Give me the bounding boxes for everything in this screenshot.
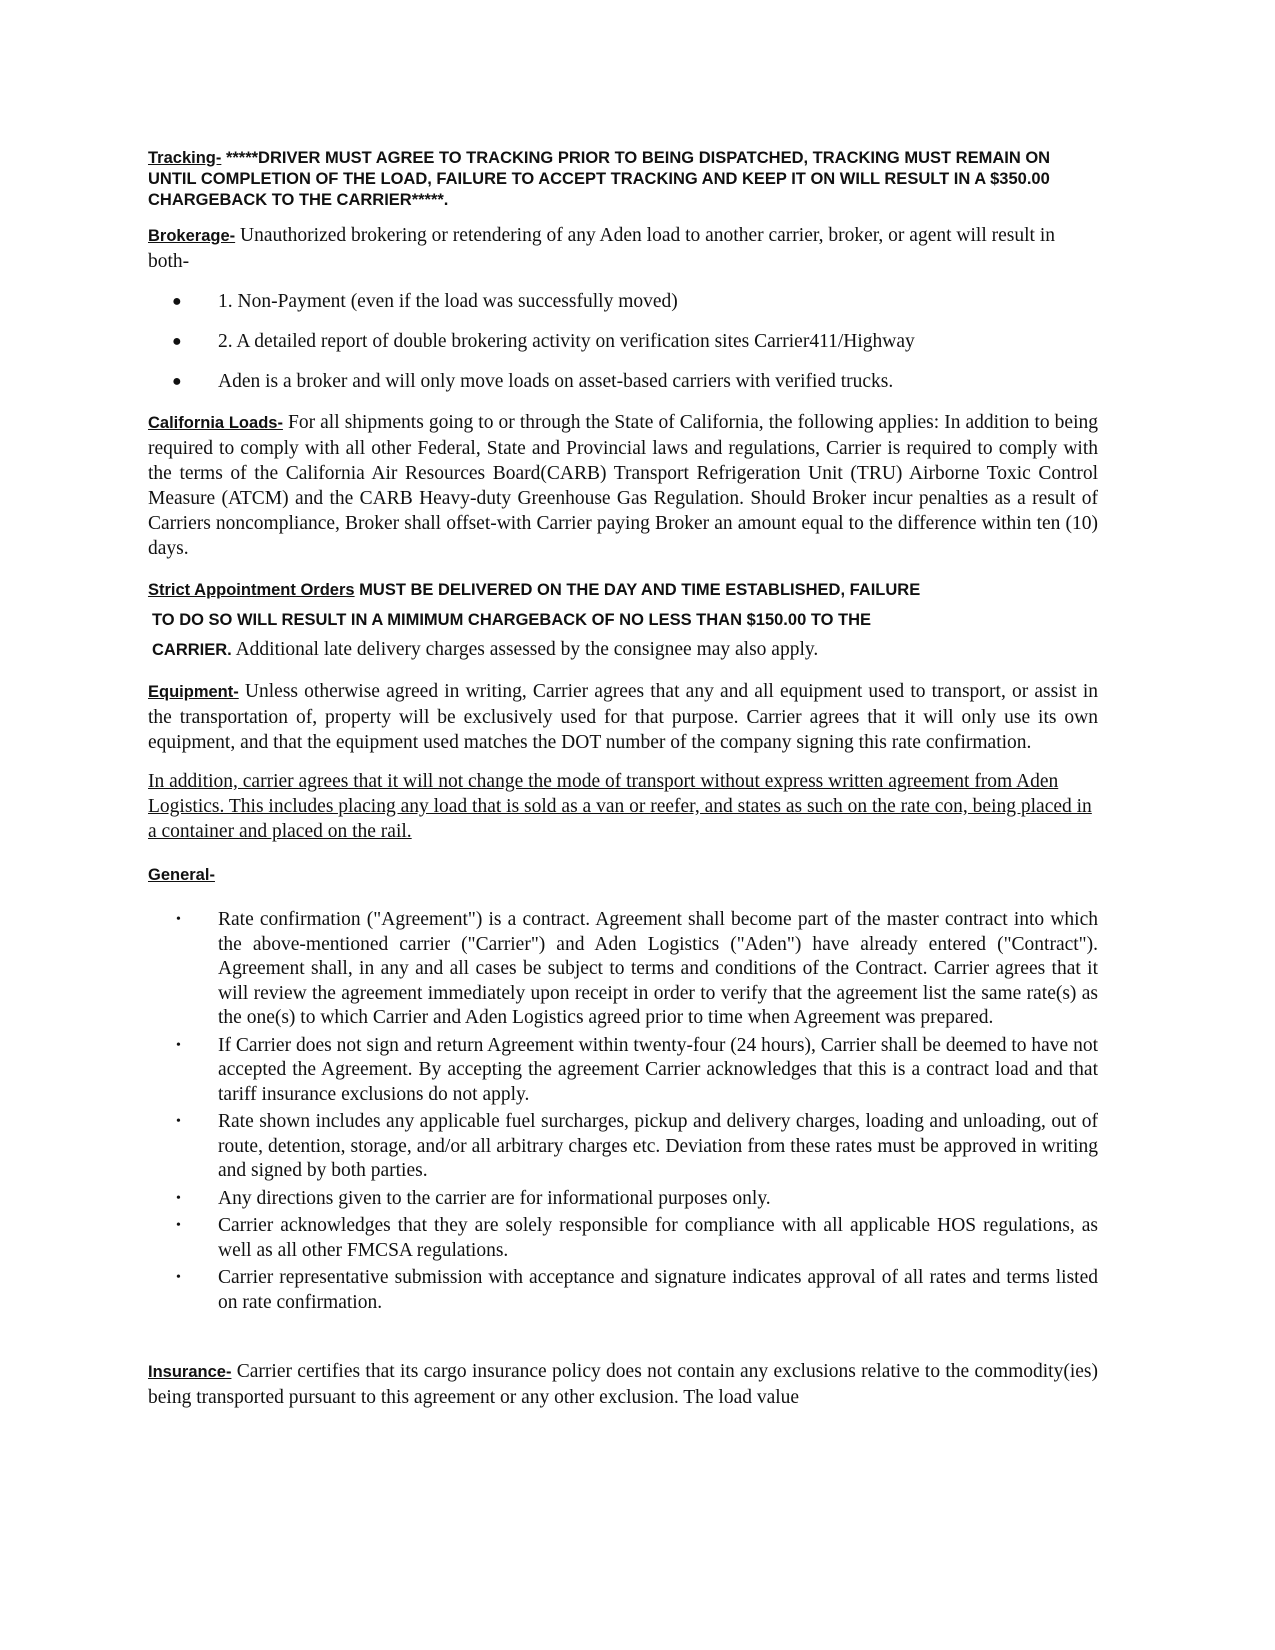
list-item: • Carrier acknowledges that they are solely responsible for compliance with all applicable HOS regulations, as well as all other FMCSA regulations. xyxy=(176,1215,1098,1261)
strict-appointment-section xyxy=(148,575,1098,665)
brokerage-section xyxy=(148,223,1098,274)
strict-line-2: TO DO SO WILL RESULT IN A MIMIMUM CHARGEBACK OF NO LESS THAN $150.00 TO THE xyxy=(152,611,872,629)
strict-line-3-bold: CARRIER. xyxy=(152,641,232,659)
brokerage-text: Unauthorized brokering or retendering of any Aden load to another carrier, broker, or agent will result in both- xyxy=(148,225,1055,272)
list-item: ● 2. A detailed report of double brokering activity on verification sites Carrier411/Highway xyxy=(172,331,915,352)
insurance-heading: Insurance- xyxy=(148,1363,232,1381)
insurance-section xyxy=(148,1359,1098,1410)
bullet-icon: ● xyxy=(172,373,182,390)
tracking-section xyxy=(148,148,1098,211)
bullet-icon: • xyxy=(176,1190,181,1206)
bullet-icon: ● xyxy=(172,333,182,350)
strict-line-3-text: Additional late delivery charges assessed by the consignee may also apply. xyxy=(231,639,819,660)
strict-line-1: MUST BE DELIVERED ON THE DAY AND TIME ESTABLISHED, FAILURE xyxy=(354,581,921,599)
tracking-text: *****DRIVER MUST AGREE TO TRACKING PRIOR TO BEING DISPATCHED, TRACKING MUST REMAIN ON UNTIL COMPLETION OF THE LOAD, FAILURE TO ACCEPT TRACKING AND KEEP IT ON WILL RESULT IN A $350.00 CHARGEBACK TO THE CARRIER*****. xyxy=(148,149,1051,209)
california-text: For all shipments going to or through the State of California, the following applies: In addition to being required to comply with all other Federal, State and Provincial laws and regulations, Carrier is required to comply with the terms of the California Air Resources Board(CARB) Transport Refrigeration Unit (TRU) Airborne Toxic Control Measure (ATCM) and the CARB Heavy-duty Greenhouse Gas Regulation. Should Broker incur penalties as a result of Carriers noncompliance, Broker shall offset-with Carrier paying Broker an amount equal to the difference within ten (10) days. xyxy=(148,412,1099,559)
general-list xyxy=(148,908,1098,1315)
bullet-icon: • xyxy=(176,1270,181,1285)
equipment-heading: Equipment- xyxy=(148,683,239,701)
list-item: • Rate shown includes any applicable fuel surcharges, pickup and delivery charges, loading and unloading, out of route, detention, storage, and/or all arbitrary charges etc. Deviation from these rates must be approved in writing and signed by both parties. xyxy=(176,1111,1098,1181)
document-page xyxy=(148,148,1098,1410)
equipment-text: Unless otherwise agreed in writing, Carrier agrees that any and all equipment used to transport, or assist in the transportation of, property will be exclusively used for that purpose. Carrier agrees that it will only use its own equipment, and that the equipment used matches the DOT number of the company signing this rate confirmation. xyxy=(148,681,1098,753)
general-heading: General- xyxy=(148,866,215,884)
bullet-icon: • xyxy=(176,1218,181,1233)
mode-of-transport-paragraph: In addition, carrier agrees that it will not change the mode of transport without express written agreement from Aden Logistics. This includes placing any load that is sold as a van or reefer, and states as such on the rate con, being placed in a container and placed on the rail. xyxy=(148,771,1092,842)
bullet-icon: • xyxy=(176,912,181,927)
list-item: ● 1. Non-Payment (even if the load was successfully moved) xyxy=(172,291,678,312)
list-item: • Carrier representative submission with acceptance and signature indicates approval of all rates and terms listed on rate confirmation. xyxy=(176,1267,1098,1313)
list-item: • If Carrier does not sign and return Agreement within twenty-four (24 hours), Carrier shall be deemed to have not accepted the Agreement. By accepting the agreement Carrier acknowledges that this is a contract load and that tariff insurance exclusions do not apply. xyxy=(176,1034,1098,1105)
list-item: ● Aden is a broker and will only move loads on asset-based carriers with verified trucks. xyxy=(172,371,894,392)
bullet-icon: ● xyxy=(172,293,182,310)
strict-heading: Strict Appointment Orders xyxy=(148,581,355,599)
tracking-heading: Tracking- xyxy=(148,149,222,167)
insurance-text: Carrier certifies that its cargo insurance policy does not contain any exclusions relative to the commodity(ies) being transported pursuant to this agreement or any other exclusion. The load value xyxy=(148,1361,1098,1408)
equipment-section xyxy=(148,679,1098,755)
brokerage-heading: Brokerage- xyxy=(148,227,236,245)
california-section xyxy=(148,410,1098,561)
general-section xyxy=(148,862,1098,888)
bullet-icon: • xyxy=(176,1114,181,1129)
california-heading: California Loads- xyxy=(148,414,283,432)
brokerage-list xyxy=(148,290,1098,394)
list-item: • Any directions given to the carrier are for informational purposes only. xyxy=(172,1187,1098,1212)
list-item: • Rate confirmation ("Agreement") is a contract. Agreement shall become part of the master contract into which the above-mentioned carrier ("Carrier") and Aden Logistics ("Aden") have already entered ("Contract"). Agreement shall, in any and all cases be subject to terms and conditions of the Contract. Carrier agrees that it will review the agreement immediately upon receipt in order to verify that the agreement list the same rate(s) as the one(s) to which Carrier and Aden Logistics agreed prior to time when Agreement was prepared. xyxy=(176,909,1098,1028)
bullet-icon: • xyxy=(176,1037,181,1053)
